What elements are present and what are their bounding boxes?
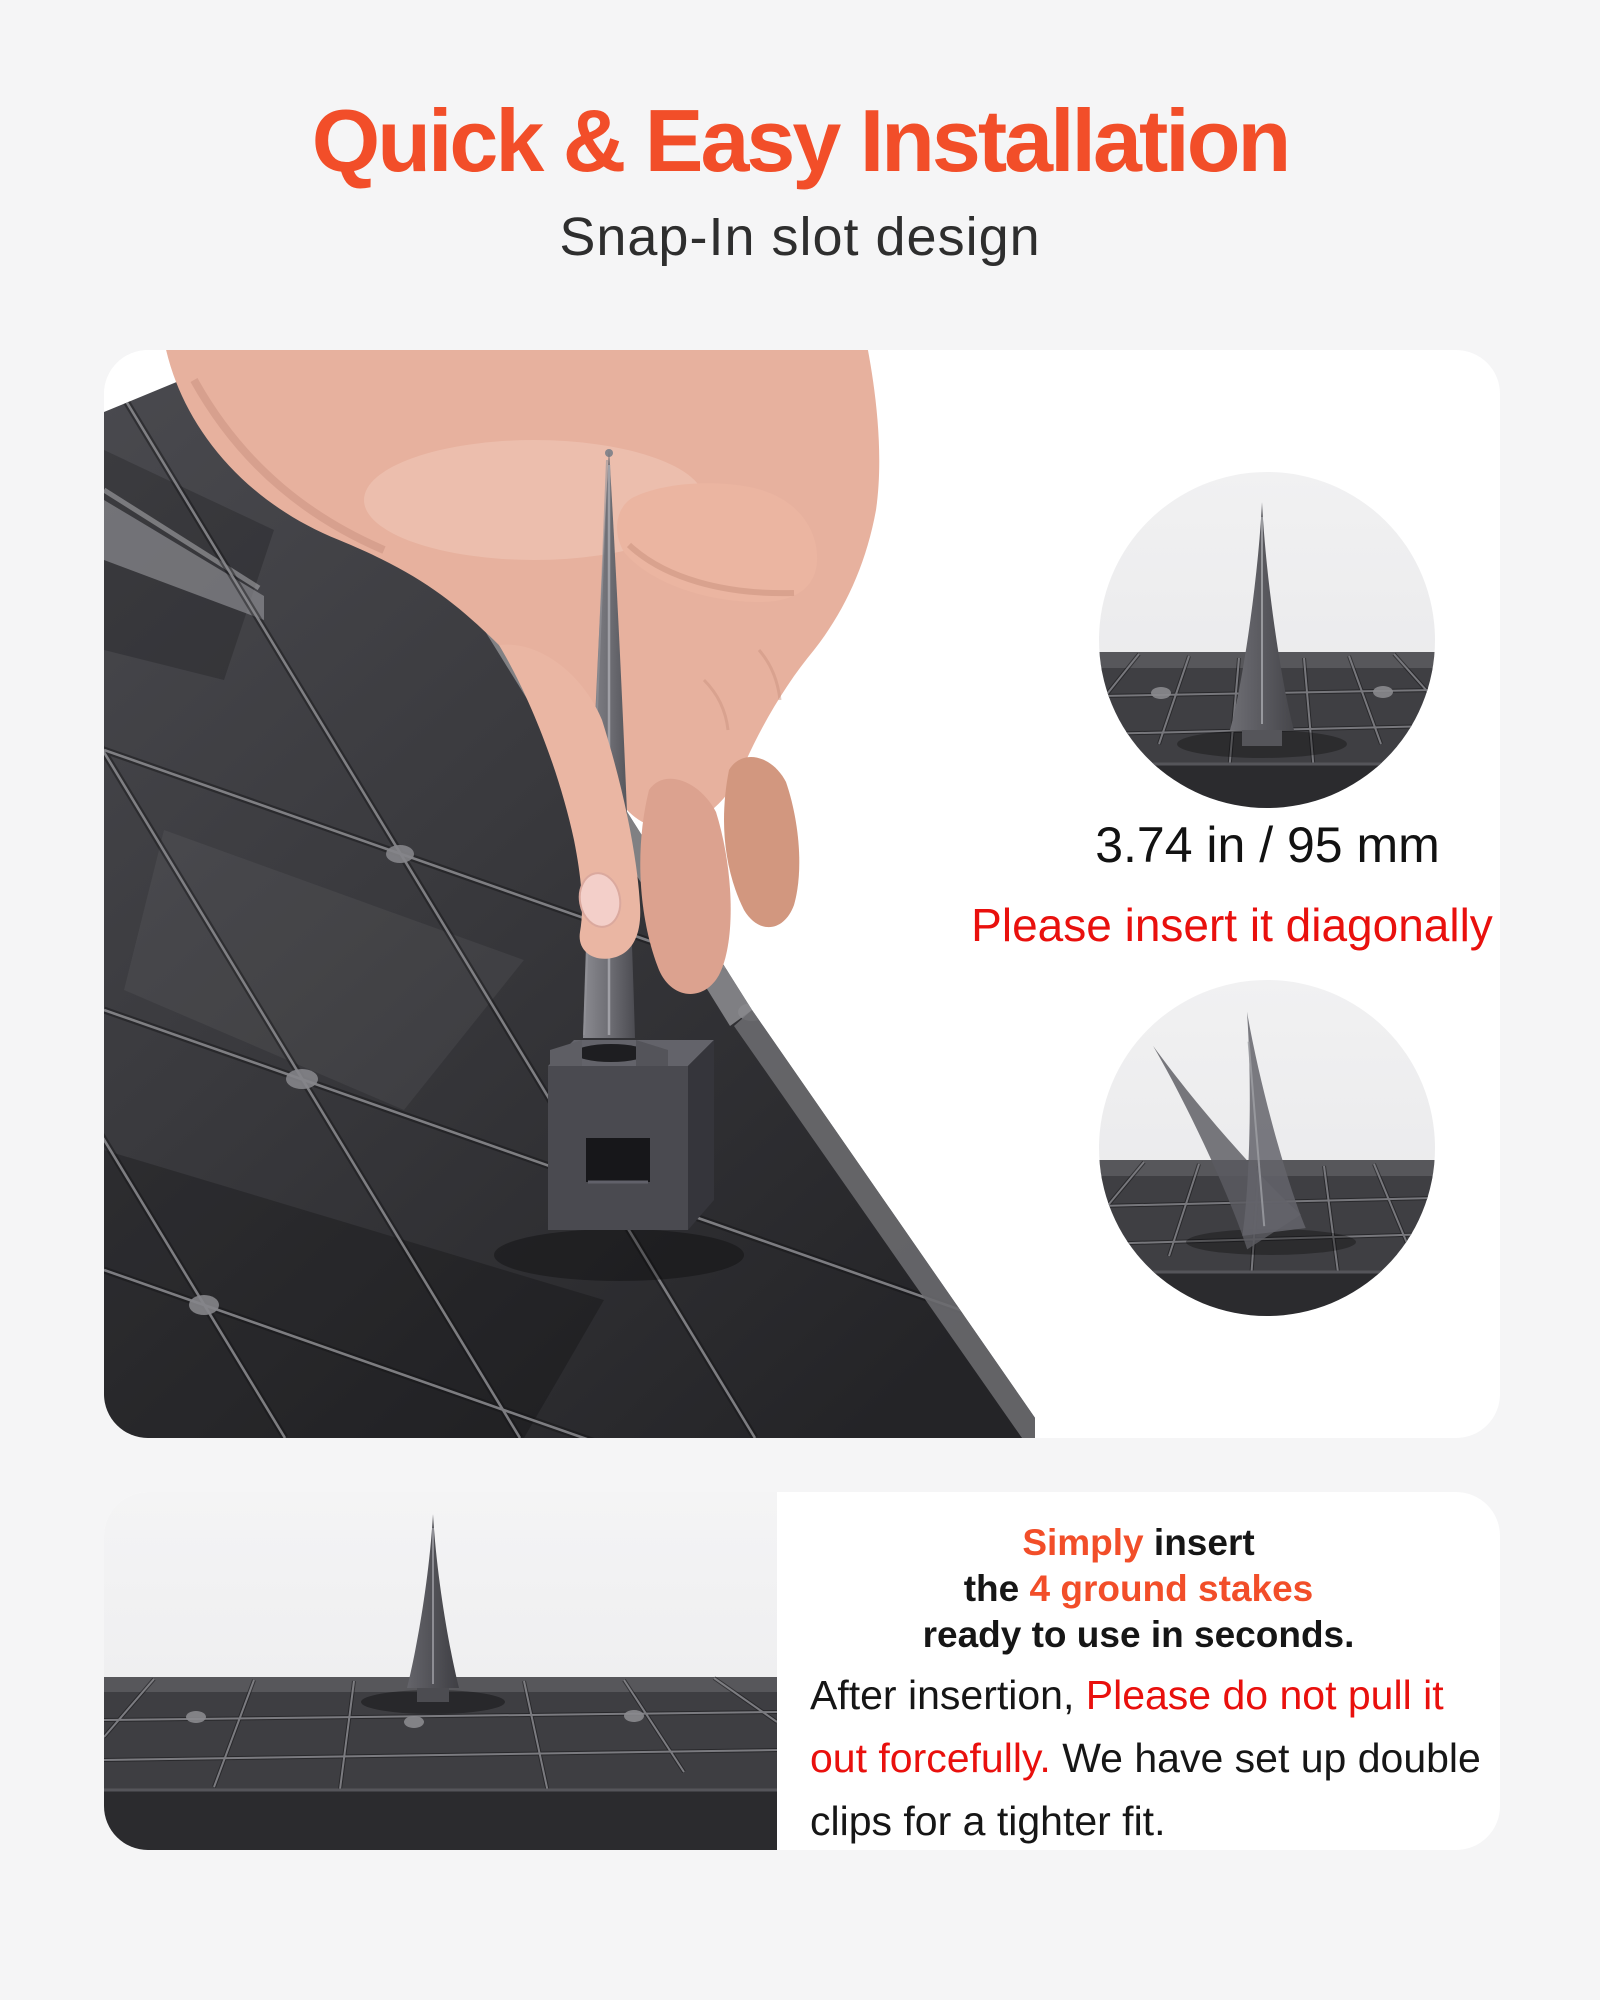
headline [777,1520,1500,1658]
stake-length-measurement: 3.74 in / 95 mm [1095,817,1440,873]
diagonal-insert-note: Please insert it diagonally [971,899,1493,951]
hand-inserting-stake-photo [104,350,1035,1438]
stake-diagonal-insertion-closeup-photo [1099,980,1435,1316]
text-line: the 4 ground stakes [963,1568,1314,1609]
stake-installed-illustration [104,1492,777,1850]
text-line: clips for a tighter fit. [810,1798,1166,1844]
page-subtitle: Snap-In slot design [559,207,1041,267]
text-line: Simply insert [1022,1522,1255,1563]
stake-installed-photo [104,1492,777,1850]
text-line: After insertion, Please do not pull it [810,1672,1444,1718]
usage-note-card [104,1492,1500,1850]
main-install-card [104,350,1500,1438]
stake-upright-illustration [1099,472,1435,808]
page-title: Quick & Easy Installation [311,91,1289,190]
hand-inserting-stake-illustration [104,350,1035,1438]
text-line: out forcefully. We have set up double [810,1735,1481,1781]
stake-upright-closeup-photo [1099,472,1435,808]
socket-slot-hole [586,1138,650,1182]
usage-paragraph [810,1664,1500,1850]
snap-in-socket-illustration [548,1040,714,1230]
text-line: ready to use in seconds. [922,1614,1355,1655]
stake-diagonal-illustration [1099,980,1435,1316]
